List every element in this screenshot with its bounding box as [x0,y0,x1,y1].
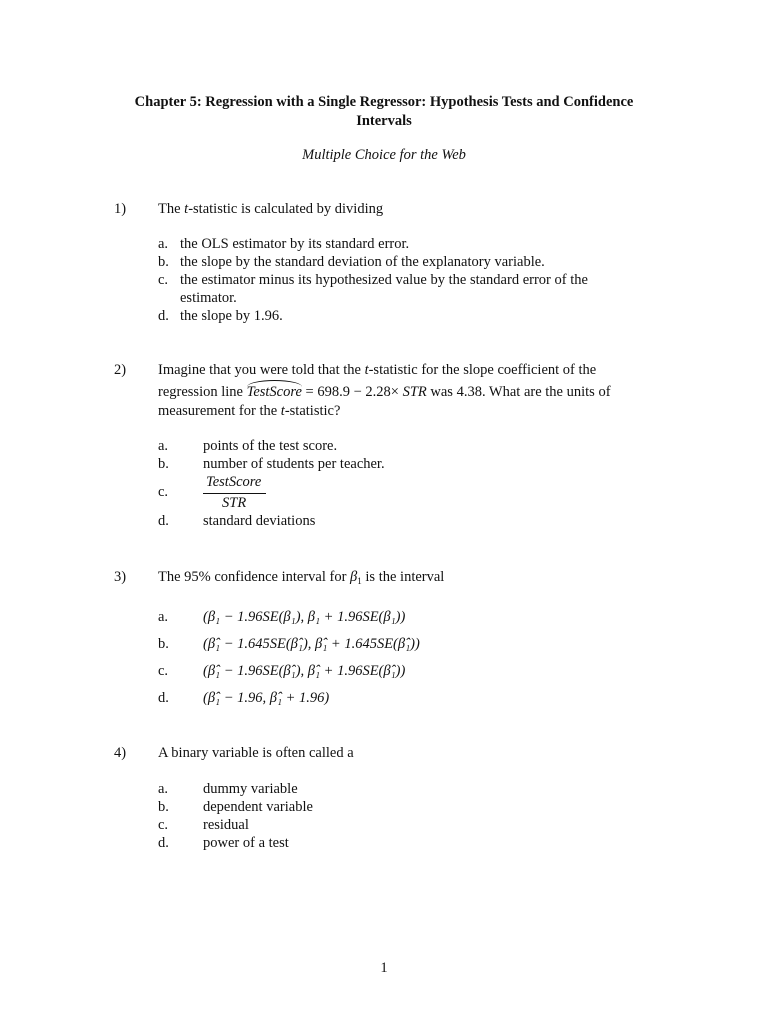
beta-subscript: 1 [357,576,362,586]
option-label: d. [158,690,169,706]
option-label: b. [158,799,169,815]
beta-symbol: β [350,569,358,585]
option-label: c. [158,817,169,833]
document-subtitle: Multiple Choice for the Web [302,147,466,163]
equation-variable: STR [402,384,427,400]
question-stem [158,569,444,586]
equation-lhs: TestScore [246,384,302,400]
question-number: 4) [114,745,127,761]
question-stem [158,201,383,218]
question-stem-line2 [158,384,611,401]
equation-rhs: = 698.9 − 2.28× [301,384,403,400]
stem-italic: t [364,362,369,378]
option-label: a. [158,609,169,625]
option-label: c. [158,663,169,679]
option-text[interactable]: power of a test [203,835,289,851]
fraction-bar [203,493,266,494]
option-text[interactable]: the slope by the standard deviation of the explanatory variable. [180,254,545,270]
option-label: b. [158,636,169,652]
option-text[interactable]: points of the test score. [203,438,338,454]
stem-italic: t [184,201,189,217]
option-label: c. [158,484,169,500]
option-label: d. [158,513,169,529]
chapter-title-line2: Intervals [356,113,412,129]
stem-text: The [158,201,185,217]
question-stem: A binary variable is often called a [158,745,354,761]
stem-text: measurement for the [158,403,281,419]
fraction-numerator: TestScore [206,474,262,490]
option-text[interactable]: the slope by 1.96. [180,308,283,324]
option-text[interactable]: number of students per teacher. [203,456,385,472]
stem-text: -statistic for the slope coefficient of the [368,362,597,378]
chapter-title-line1: Chapter 5: Regression with a Single Regressor: Hypothesis Tests and Confidence [134,94,634,110]
question-number: 3) [114,569,127,585]
option-label: a. [158,781,169,797]
option-label: a. [158,438,169,454]
option-label: c. [158,272,169,288]
option-text[interactable]: residual [203,817,249,833]
question-number: 1) [114,201,127,217]
question-stem-line3 [158,403,340,420]
stem-text: is the interval [361,569,445,585]
stem-text: The 95% confidence interval for [158,569,351,585]
stem-text: was 4.38. What are the units of [426,384,611,400]
option-label: b. [158,254,169,270]
stem-text: -statistic is calculated by dividing [188,201,384,217]
option-text[interactable]: standard deviations [203,513,316,529]
option-text[interactable]: the estimator minus its hypothesized value by the standard error of the [180,272,588,288]
option-label: b. [158,456,169,472]
option-label: d. [158,835,169,851]
option-label: a. [158,236,169,252]
option-text[interactable]: dummy variable [203,781,298,797]
stem-text: regression line [158,384,247,400]
option-text[interactable]: dependent variable [203,799,313,815]
option-formula[interactable]: (β̂₁ − 1.645SE(β̂₁), β̂₁ + 1.645SE(β̂₁)) [203,636,420,652]
stem-italic: t [280,403,285,419]
question-number: 2) [114,362,127,378]
option-text-continuation[interactable]: estimator. [180,290,237,306]
question-stem-line1 [158,362,596,379]
option-formula[interactable]: (β̂₁ − 1.96SE(β̂₁), β̂₁ + 1.96SE(β̂₁)) [203,663,406,679]
option-formula[interactable]: (β̂₁ − 1.96, β̂₁ + 1.96) [203,690,330,706]
fraction-denominator: STR [222,495,247,511]
option-label: d. [158,308,169,324]
stem-text: -statistic? [284,403,341,419]
page-number: 1 [380,960,388,976]
stem-text: Imagine that you were told that the [158,362,365,378]
option-formula[interactable]: (β₁ − 1.96SE(β₁), β₁ + 1.96SE(β₁)) [203,609,406,625]
option-text[interactable]: the OLS estimator by its standard error. [180,236,410,252]
